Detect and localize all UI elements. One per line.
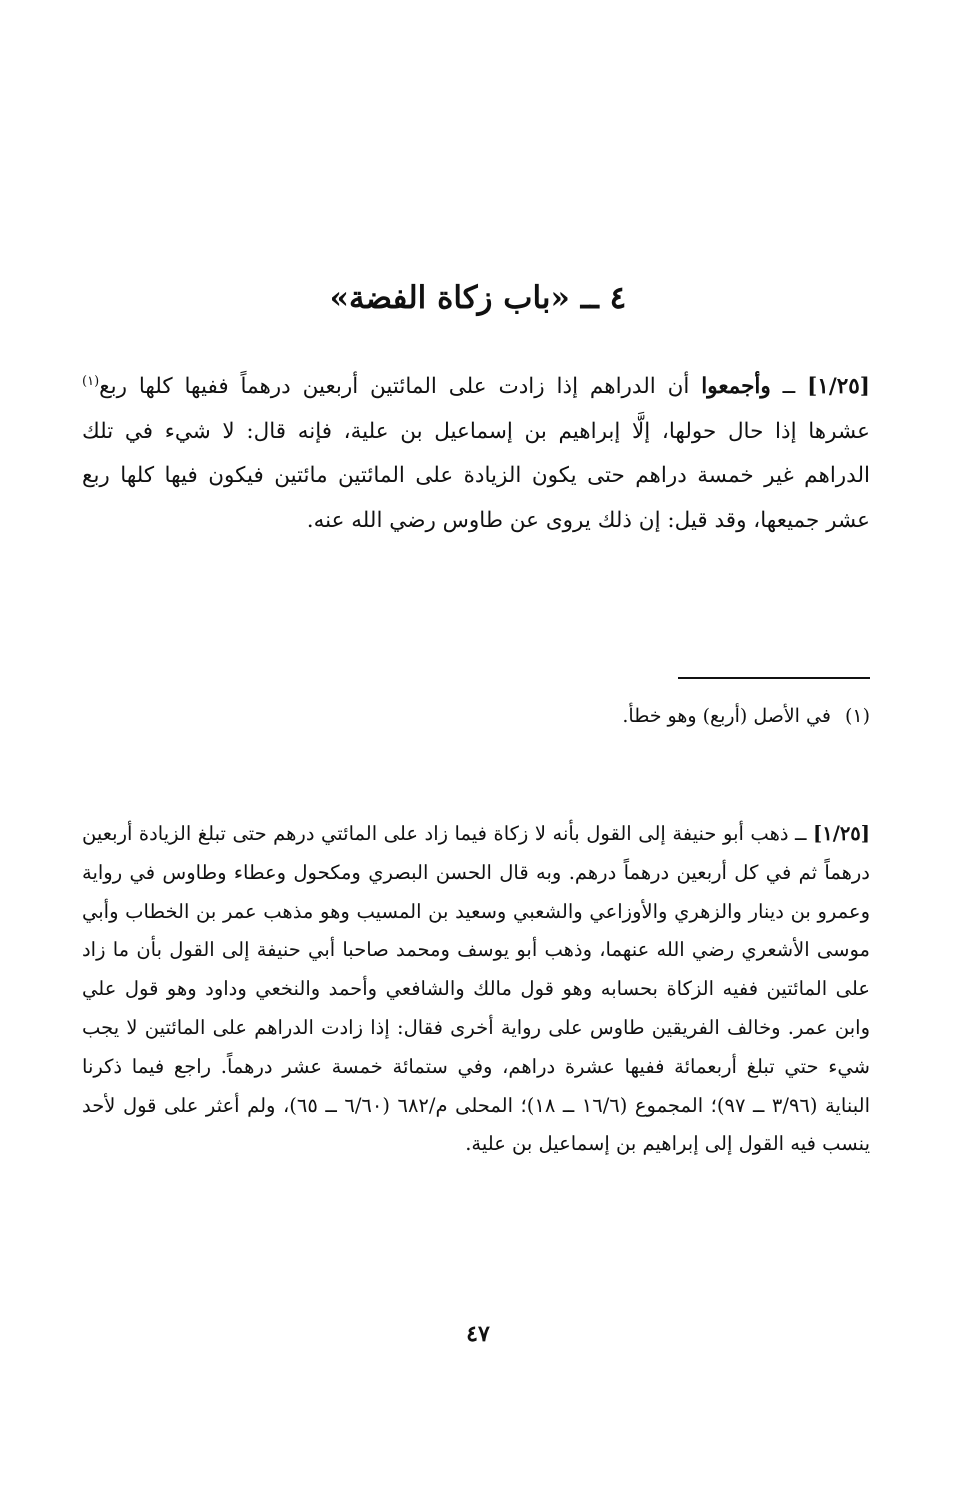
page-number: ٤٧ bbox=[466, 1321, 490, 1347]
footnote-marker[interactable]: (١) bbox=[82, 373, 100, 389]
main-text-part-1: أن الدراهم إذا زادت على المائتين أربعين درهماً ففيها كلها ربع bbox=[99, 374, 702, 399]
footnote bbox=[82, 698, 870, 734]
main-reference-number: [١/٢٥] bbox=[807, 374, 870, 399]
main-dash: ــ bbox=[770, 374, 808, 399]
main-lead-word: وأجمعوا bbox=[701, 374, 771, 399]
commentary-reference-number: [١/٢٥] bbox=[813, 822, 871, 845]
main-paragraph bbox=[82, 365, 870, 543]
footnote-number: (١) bbox=[844, 705, 870, 727]
commentary-text: ذهب أبو حنيفة إلى القول بأنه لا زكاة فيما زاد على المائتي درهم حتى تبلغ الزيادة أربعين درهماً ثم في كل أربعين درهماً درهم. وبه قال الحسن البصري ومكحول وعطاء وطاوس في رواية وعمرو بن دينار والزهري والأوزاعي والشعبي وسعيد بن المسيب وهو مذهب عمر بن الخطاب وأبي موسى الأشعري رضي الله عنهما، وذهب أبو يوسف ومحمد صاحبا أبي حنيفة إلى القول بأن ما زاد على المائتين ففيه الزكاة بحسابه وهو قول مالك والشافعي وأحمد والنخعي وداود وهو قول علي وابن عمر. وخالف الفريقين طاوس على رواية أخرى فقال: إذا زادت الدراهم على المائتين لا يجب شيء حتي تبلغ أربعمائة ففيها عشرة دراهم، وفي ستمائة خمسة عشر درهماً. راجع فيما ذكرنا البناية (٣/٩٦ ــ ٩٧)؛ المجموع (١٦/٦ ــ ١٨)؛ المحلى م/٦٨٢ (٦/٦٠ ــ ٦٥)، ولم أعثر على قول لأحد ينسب فيه القول إلى إبراهيم بن إسماعيل بن علية. bbox=[82, 822, 870, 1156]
footnote-divider bbox=[678, 677, 870, 679]
commentary-paragraph bbox=[82, 815, 870, 1164]
chapter-title: ٤ ــ «باب زكاة الفضة» bbox=[329, 280, 627, 316]
footnote-text: في الأصل (أربع) وهو خطأ. bbox=[622, 705, 831, 727]
commentary-dash: ــ bbox=[788, 822, 813, 845]
main-text-part-2: عشرها إذا حال حولها، إلَّا إبراهيم بن إسماعيل بن علية، فإنه قال: لا شيء في تلك الدراهم غير خمسة دراهم حتى يكون الزيادة على المائتين مائتين فيكون فيها كلها ربع عشر جميعها، وقد قيل: إن ذلك يروى عن طاوس رضي الله عنه. bbox=[82, 418, 870, 533]
